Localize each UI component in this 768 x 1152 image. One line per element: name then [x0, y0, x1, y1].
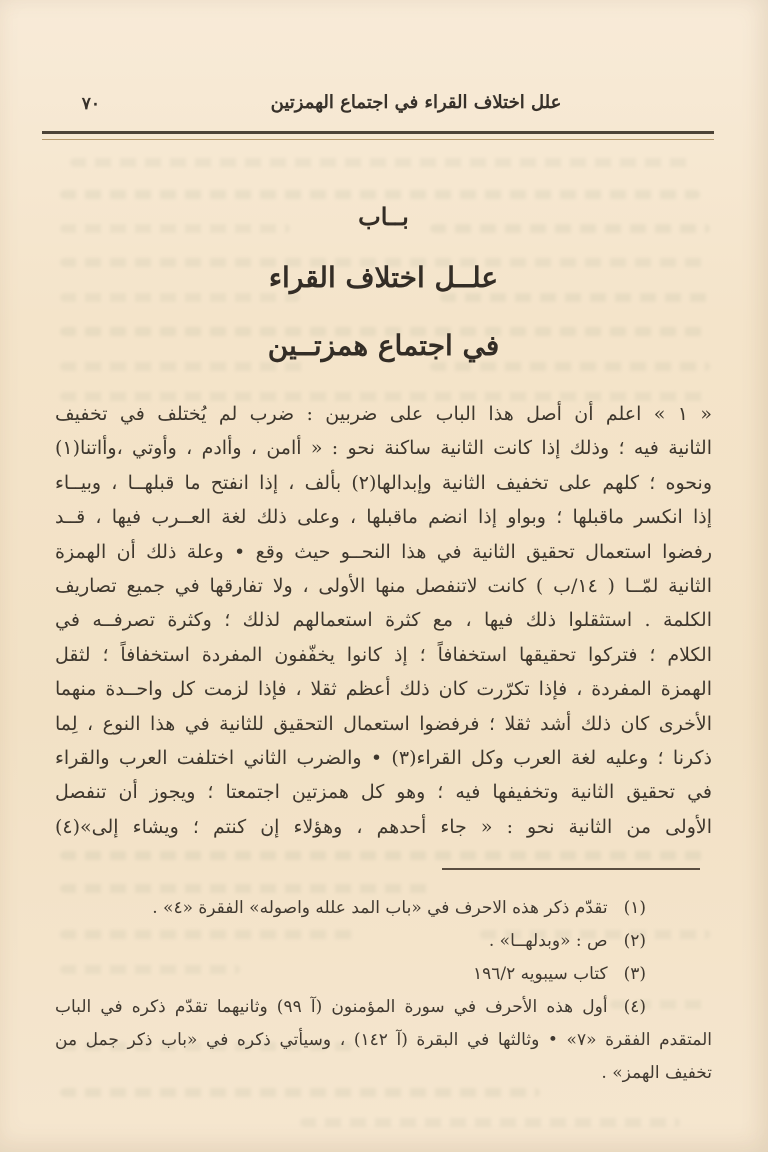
chapter-heading-title: علــل اختلاف القراء: [268, 261, 499, 294]
body-line: ونحوه ؛ كلهم على تخفيف الثانية وإبدالها(٢) بألف ، إذا انفتح ما قبلهــا ، وبيــاء: [55, 471, 712, 494]
page-header: [120, 92, 712, 113]
body-line: إذا انكسر ماقبلها ؛ وبواو إذا انضم ماقبلها ، وعلى ذلك لغة العــرب فيها ، قــد: [55, 506, 712, 529]
body-line: الثانية لمّــا ( ١٤/ب ) كانت لاتنفصل منها الأولى ، ولا تفارقها في جميع تصاريف: [55, 574, 712, 597]
footnote-number: (٤): [623, 997, 646, 1017]
chapter-heading: [55, 200, 712, 366]
bleedthrough-line: [60, 190, 700, 199]
page-number: ٧٠: [81, 94, 100, 114]
body-line: في تحقيق الثانية وتخفيفها فيه ؛ وهو كل همزتين اجتمعتا ؛ ويجوز أن تنفصل: [55, 781, 712, 804]
body-line: الثانية فيه ؛ وذلك إذا كانت الثانية ساكنة نحو : « أامن ، وأادم ، وأوتي ،وأاتنا(١): [55, 437, 712, 460]
footnotes: [55, 892, 712, 1090]
body-line: الأخرى كان ذلك أشد ثقلا ؛ فرفضوا استعمال التحقيق للثانية في هذا النوع ، لِما: [55, 712, 712, 735]
footnote-text: تقدّم ذكر هذه الاحرف في «باب المد علله واصوله» الفقرة «٤» .: [152, 898, 608, 918]
body-line: رفضوا استعمال تحقيق الثانية في هذا النحــو حيث وقع • وعلة ذلك أن الهمزة: [55, 540, 712, 563]
body-line: الهمزة المفردة ، فإذا تكرّرت كان ذلك أعظم ثقلا ، فإذا لزمت كل واحــدة منهما: [55, 678, 712, 701]
bleedthrough-line: [300, 1118, 680, 1127]
body-line: الأولى من الثانية نحو : « جاء أحدهم ، وهؤلاء إن كنتم ؛ ويشاء إلى»(٤): [55, 815, 712, 838]
footnote-text: ص : «وبدلهــا» .: [488, 931, 608, 951]
header-rule: [42, 131, 714, 140]
body-line: الكلمة . استثقلوا ذلك فيها ، مع كثرة استعمالهم لذلك ؛ وكثرة تصرفــه في: [55, 609, 712, 632]
body-line: الكلام ؛ فتركوا تحقيقها استخفافاً ؛ إذ كانوا يخفّفون المفردة استخفافاً ؛ لثقل: [55, 643, 712, 666]
footnote: [55, 925, 712, 958]
chapter-heading-bab: بــاب: [358, 202, 409, 231]
running-title: علل اختلاف القراء في اجتماع الهمزتين: [270, 92, 562, 113]
body-line: ذكرنا ؛ وعليه لغة العرب وكل القراء(٣) • والضرب الثاني اختلفت العرب والقراء: [55, 746, 712, 769]
body-line: « ١ » اعلم أن أصل هذا الباب على ضربين : ضرب لم يُختلف في تخفيف: [55, 403, 712, 425]
footnote-text: أول هذه الأحرف في سورة المؤمنون (آ ٩٩) وثانيهما تقدّم ذكره في الباب المتقدم الفقرة «٧» • وثالثها في البقرة (آ ١٤٢) ، وسيأتي ذكره في «باب ذكر جمل من تخفيف الهمز» .: [55, 997, 712, 1083]
footnote-separator: [442, 868, 700, 870]
footnote-number: (٣): [623, 964, 646, 984]
footnote: [55, 892, 712, 925]
footnote-number: (١): [623, 898, 646, 918]
footnote: [55, 958, 712, 991]
bleedthrough-line: [70, 158, 690, 167]
footnote-text: كتاب سيبويه ١٩٦/٢: [472, 964, 608, 984]
bleedthrough-line: [60, 851, 710, 860]
body-text: [55, 397, 712, 849]
chapter-heading-subtitle: في اجتماع همزتــين: [267, 329, 500, 362]
footnote-number: (٢): [623, 931, 646, 951]
footnote: [55, 991, 712, 1090]
